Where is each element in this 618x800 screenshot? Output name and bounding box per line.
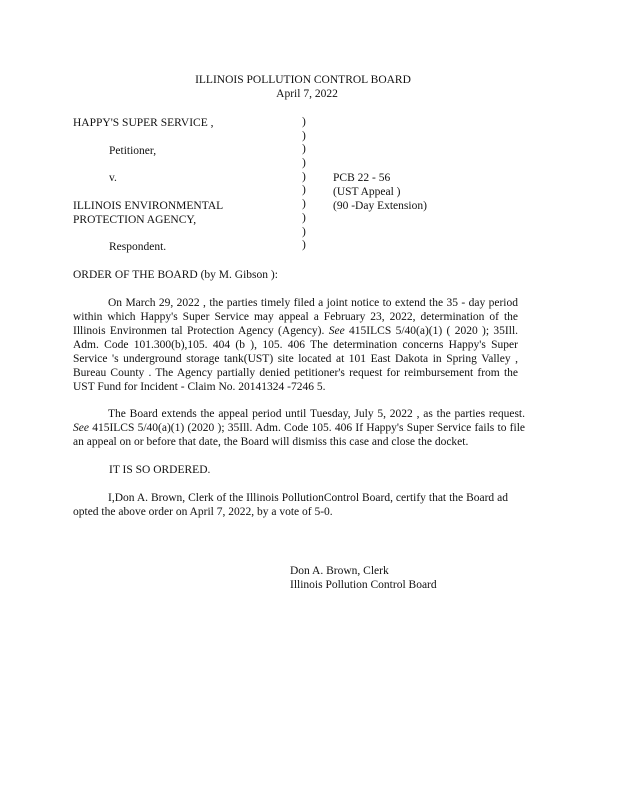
caption-paren: ): [302, 143, 306, 156]
see-signal: See: [73, 422, 89, 434]
clerk-certification: I,Don A. Brown, Clerk of the Illinois PollutionControl Board, certify that the Board ad opted the above order on April 7, 2022, by a vote of 5-0.: [73, 492, 508, 518]
caption-paren: ): [302, 225, 306, 238]
extension-note: (90 -Day Extension): [333, 200, 427, 212]
respondent-role: Respondent.: [109, 241, 167, 253]
caption-parentheses: [302, 116, 314, 253]
board-name: ILLINOIS POLLUTION CONTROL BOARD: [195, 74, 411, 86]
order-date: April 7, 2022: [276, 88, 338, 100]
caption-paren: ): [302, 129, 306, 142]
paragraph-1: [73, 296, 518, 394]
caption-paren: ): [302, 157, 306, 170]
paragraph-2: [73, 407, 525, 449]
versus-label: v.: [109, 172, 117, 184]
caption-paren: ): [302, 116, 306, 128]
case-type: (UST Appeal ): [333, 186, 401, 198]
petitioner-role: Petitioner,: [109, 145, 157, 157]
paragraph-1-text-a: On March 29, 2022 , the parties timely filed a joint notice to extend the 35 - day period within which Happy's Super Service may appeal a February 23, 2022, determination of the Illinois Environmen tal Protection Agency (Agency).: [73, 297, 518, 337]
caption-paren: ): [302, 184, 306, 197]
clerk-name: Don A. Brown, Clerk: [290, 565, 389, 577]
paragraph-1-text-b: 415ILCS 5/40(a)(1) ( 2020 ); 35Ill. Adm. Code 101.300(b),105. 404 (b ), 105. 406 The determination concerns Happy's Super Service 's underground storage tank(UST) site located at 101 East Dakota in Spring Valley , Bureau County . The Agency partially denied petitioner's request for reimbursement from the UST Fund for Incident - Claim No. 20141324 -7246 5.: [73, 325, 519, 393]
paragraph-2-text-a: The Board extends the appeal period until Tuesday, July 5, 2022 , as the parties request.: [108, 408, 525, 420]
respondent-name-line2: PROTECTION AGENCY,: [73, 214, 197, 226]
order-heading: ORDER OF THE BOARD (by M. Gibson ):: [73, 269, 278, 281]
see-signal: See: [328, 325, 345, 337]
caption-paren: ): [302, 211, 306, 224]
petitioner-name: HAPPY'S SUPER SERVICE ,: [73, 117, 214, 129]
paragraph-2-text-b: 415ILCS 5/40(a)(1) (2020 ); 35Ill. Adm. Code 105. 406 If Happy's Super Service fails to file an appeal on or before that date, the Board will dismiss this case and close the docket.: [73, 422, 526, 448]
so-ordered: IT IS SO ORDERED.: [109, 464, 211, 476]
caption-paren: ): [302, 198, 306, 211]
caption-paren: ): [302, 170, 306, 183]
clerk-title: Illinois Pollution Control Board: [290, 579, 437, 591]
caption-paren: ): [302, 239, 306, 252]
respondent-name-line1: ILLINOIS ENVIRONMENTAL: [73, 200, 224, 212]
case-number: PCB 22 - 56: [333, 172, 391, 184]
